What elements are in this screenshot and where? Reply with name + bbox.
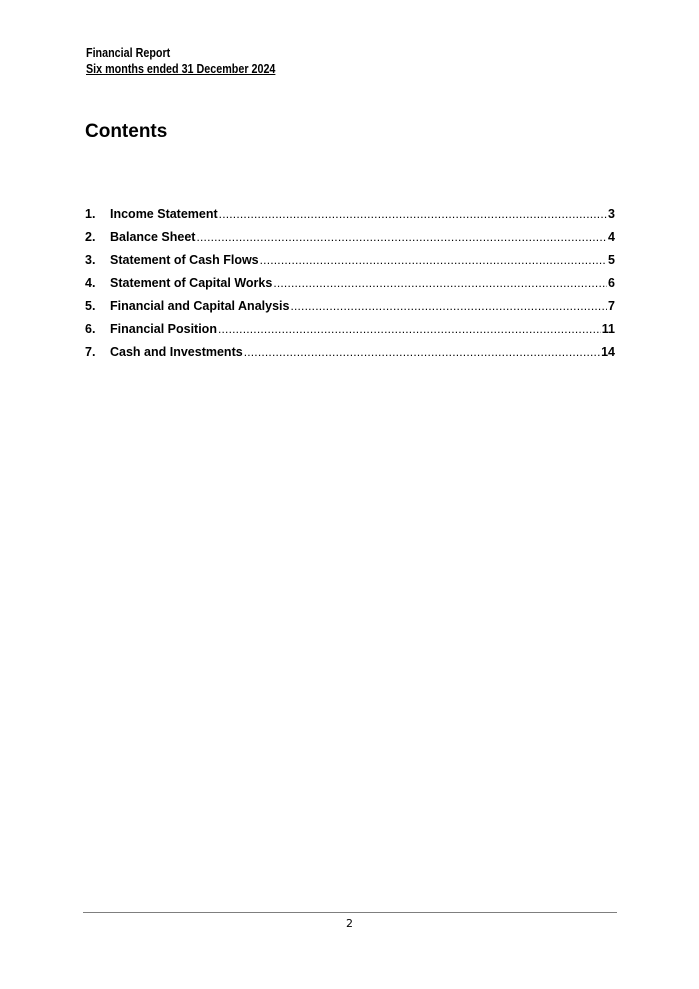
footer-divider	[83, 912, 617, 913]
toc-entry-title[interactable]: Statement of Cash Flows	[110, 253, 259, 267]
toc-dot-leader	[290, 298, 607, 314]
toc-entry-title[interactable]: Income Statement	[110, 207, 218, 221]
toc-entry-number: 3.	[85, 253, 96, 267]
toc-entry-financial-position[interactable]	[85, 321, 615, 344]
toc-entry-page[interactable]: 4	[608, 230, 615, 244]
toc-entry-title[interactable]: Financial Position	[110, 322, 217, 336]
toc-dot-leader	[196, 229, 607, 245]
toc-entry-number: 4.	[85, 276, 96, 290]
toc-entry-title[interactable]: Balance Sheet	[110, 230, 196, 244]
toc-entry-cash-investments[interactable]	[85, 344, 615, 367]
toc-entry-page[interactable]: 14	[601, 345, 615, 359]
toc-entry-cash-flows[interactable]	[85, 252, 615, 275]
toc-entry-page[interactable]: 11	[601, 322, 615, 336]
toc-dot-leader	[218, 321, 601, 337]
report-period: Six months ended 31 December 2024	[86, 62, 276, 76]
toc-dot-leader	[244, 344, 600, 360]
table-of-contents	[85, 206, 615, 367]
report-header	[86, 45, 275, 77]
toc-entry-page[interactable]: 5	[608, 253, 615, 267]
toc-dot-leader	[219, 206, 607, 222]
contents-heading: Contents	[85, 121, 168, 142]
toc-entry-number: 6.	[85, 322, 96, 336]
toc-entry-title[interactable]: Statement of Capital Works	[110, 276, 273, 290]
toc-entry-page[interactable]: 3	[608, 207, 615, 221]
toc-entry-balance-sheet[interactable]	[85, 229, 615, 252]
toc-entry-title[interactable]: Financial and Capital Analysis	[110, 299, 290, 313]
toc-entry-financial-capital-analysis[interactable]	[85, 298, 615, 321]
toc-dot-leader	[260, 252, 607, 268]
toc-entry-title[interactable]: Cash and Investments	[110, 345, 243, 359]
toc-dot-leader	[273, 275, 607, 291]
page-number: 2	[346, 917, 353, 930]
toc-entry-page[interactable]: 6	[608, 276, 615, 290]
toc-entry-capital-works[interactable]	[85, 275, 615, 298]
toc-entry-page[interactable]: 7	[608, 299, 615, 313]
toc-entry-number: 7.	[85, 345, 96, 359]
toc-entry-number: 5.	[85, 299, 96, 313]
toc-entry-number: 2.	[85, 230, 96, 244]
toc-entry-number: 1.	[85, 207, 96, 221]
report-title: Financial Report	[86, 46, 171, 60]
toc-entry-income-statement[interactable]	[85, 206, 615, 229]
